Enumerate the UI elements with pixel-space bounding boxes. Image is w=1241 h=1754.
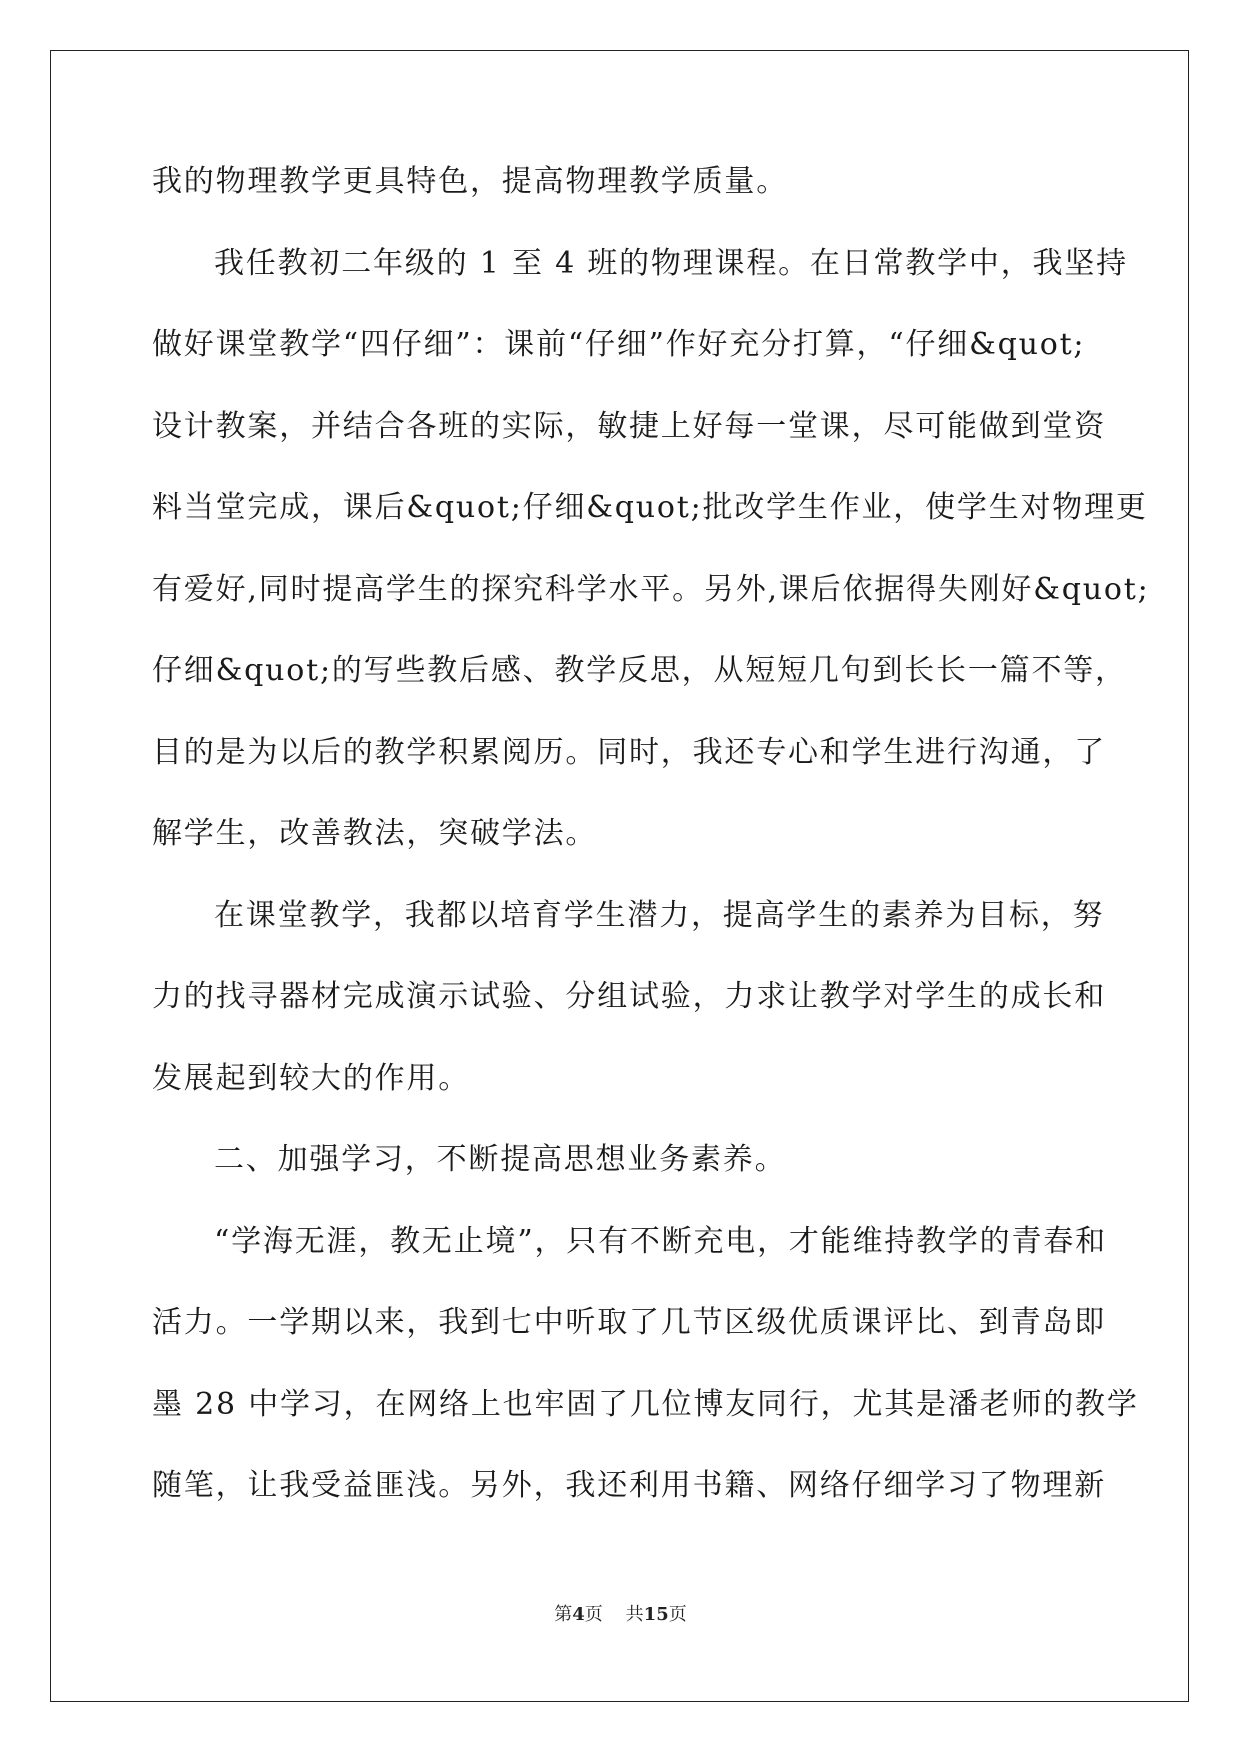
text-line: 有爱好,同时提高学生的探究科学水平。另外,课后依据得失刚好&quot;	[152, 571, 1150, 607]
page-footer	[0, 1604, 1241, 1626]
text-line: 随笔，让我受益匪浅。另外，我还利用书籍、网络仔细学习了物理新	[152, 1468, 1106, 1503]
text-line: “学海无涯，教无止境”，只有不断充电，才能维持教学的青春和	[214, 1223, 1107, 1259]
text-line: 我的物理教学更具特色，提高物理教学质量。	[152, 164, 788, 199]
total-prefix: 共	[625, 1604, 644, 1625]
text-line: 我任教初二年级的 1 至 4 班的物理课程。在日常教学中，我坚持	[214, 245, 1128, 281]
total-suffix: 页	[668, 1604, 687, 1625]
text-line: 料当堂完成，课后&quot;仔细&quot;批改学生作业，使学生对物理更	[152, 490, 1148, 525]
page-suffix: 页	[584, 1604, 603, 1625]
page-number: 4	[572, 1604, 585, 1625]
text-line: 解学生，改善教法，突破学法。	[152, 816, 598, 851]
text-line: 活力。一学期以来，我到七中听取了几节区级优质课评比、到青岛即	[152, 1305, 1106, 1340]
text-line: 发展起到较大的作用。	[152, 1060, 470, 1096]
document-body	[152, 162, 1150, 1548]
text-line: 墨 28 中学习，在网络上也牢固了几位博友同行，尤其是潘老师的教学	[152, 1386, 1139, 1422]
section-heading: 二、加强学习，不断提高思想业务素养。	[214, 1142, 787, 1177]
page-prefix: 第	[554, 1604, 573, 1625]
text-line: 做好课堂教学“四仔细”：课前“仔细”作好充分打算，“仔细&quot;	[152, 327, 1086, 362]
total-pages: 15	[643, 1604, 669, 1625]
text-line: 力的找寻器材完成演示试验、分组试验，力求让教学对学生的成长和	[152, 979, 1106, 1014]
text-line: 在课堂教学，我都以培育学生潜力，提高学生的素养为目标，努	[214, 897, 1105, 933]
text-line: 设计教案，并结合各班的实际，敏捷上好每一堂课，尽可能做到堂资	[152, 408, 1106, 444]
text-line: 仔细&quot;的写些教后感、教学反思，从短短几句到长长一篇不等，	[152, 653, 1127, 688]
text-line: 目的是为以后的教学积累阅历。同时，我还专心和学生进行沟通，了	[152, 734, 1106, 770]
